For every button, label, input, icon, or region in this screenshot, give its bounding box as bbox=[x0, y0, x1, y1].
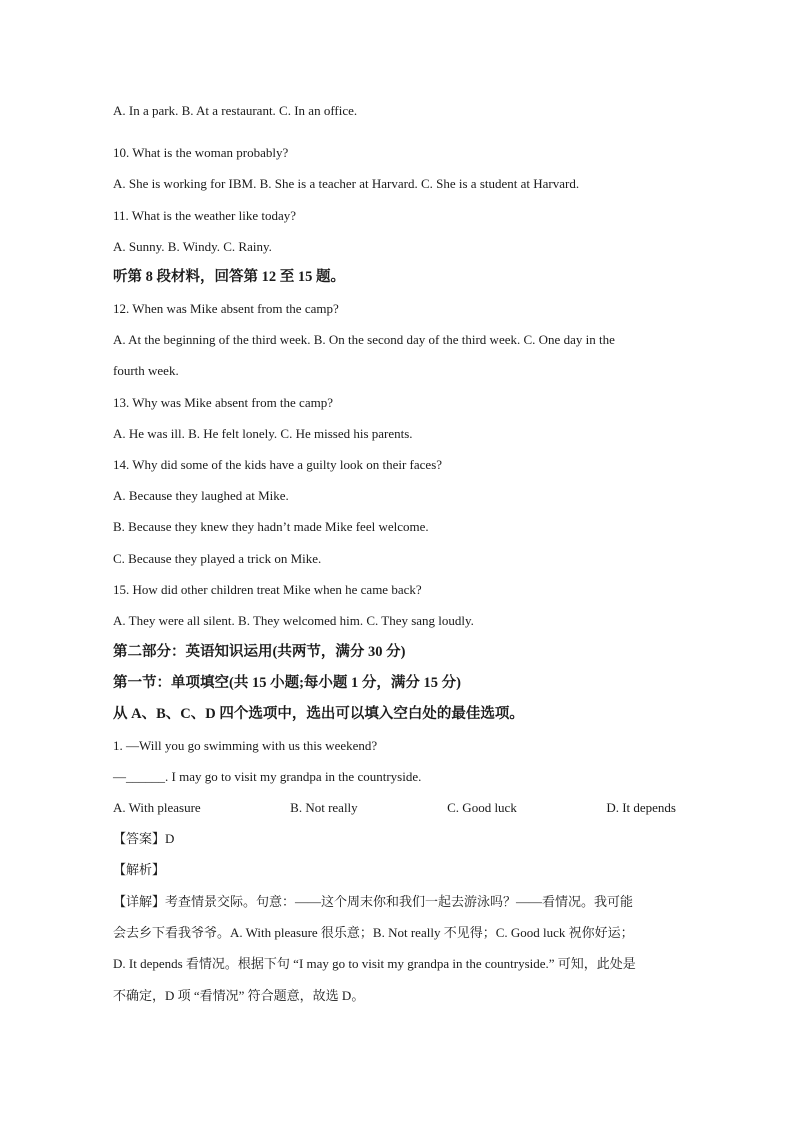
detail-line-4: 不确定，D 项 “看情况” 符合题意，故选 D。 bbox=[113, 988, 365, 1003]
p2q1-options bbox=[113, 799, 676, 817]
q10-question: 10. What is the woman probably? bbox=[113, 145, 289, 160]
q15-options: A. They were all silent. B. They welcomed him. C. They sang loudly. bbox=[113, 613, 474, 628]
q14-option-a: A. Because they laughed at Mike. bbox=[113, 488, 289, 503]
q14-option-b: B. Because they knew they hadn’t made Mike feel welcome. bbox=[113, 519, 429, 534]
q12-options-line2: fourth week. bbox=[113, 363, 179, 378]
q12-question: 12. When was Mike absent from the camp? bbox=[113, 301, 339, 316]
p2q1-option-b: B. Not really bbox=[290, 800, 358, 815]
q11-options: A. Sunny. B. Windy. C. Rainy. bbox=[113, 239, 272, 254]
q10-options: A. She is working for IBM. B. She is a teacher at Harvard. C. She is a student at Harvard. bbox=[113, 176, 580, 191]
p2q1-option-c: C. Good luck bbox=[447, 800, 517, 815]
analysis-label: 【解析】 bbox=[113, 862, 166, 877]
q12-options-line1: A. At the beginning of the third week. B. On the second day of the third week. C. One day in the bbox=[113, 332, 615, 347]
q14-option-c: C. Because they played a trick on Mike. bbox=[113, 551, 322, 566]
p2q1-reply: —______. I may go to visit my grandpa in the countryside. bbox=[113, 769, 422, 784]
p2q1-question: 1. —Will you go swimming with us this weekend? bbox=[113, 738, 378, 753]
q9-options: A. In a park. B. At a restaurant. C. In an office. bbox=[113, 103, 358, 118]
detail-line-2: 会去乡下看我爷爷。A. With pleasure 很乐意；B. Not really 不见得；C. Good luck 祝你好运； bbox=[113, 925, 634, 940]
section8-header: 听第 8 段材料，回答第 12 至 15 题。 bbox=[113, 269, 345, 285]
answer: 【答案】D bbox=[113, 831, 175, 846]
detail-line-3: D. It depends 看情况。根据下句 “I may go to visit my grandpa in the countryside.” 可知，此处是 bbox=[113, 956, 636, 971]
q13-options: A. He was ill. B. He felt lonely. C. He missed his parents. bbox=[113, 426, 413, 441]
q11-question: 11. What is the weather like today? bbox=[113, 208, 297, 223]
part2-header: 第二部分：英语知识运用(共两节，满分 30 分) bbox=[113, 644, 406, 660]
q14-question: 14. Why did some of the kids have a guilty look on their faces? bbox=[113, 457, 443, 472]
instruction: 从 A、B、C、D 四个选项中，选出可以填入空白处的最佳选项。 bbox=[113, 706, 524, 722]
p2q1-option-a: A. With pleasure bbox=[113, 800, 201, 815]
detail-line-1: 【详解】考查情景交际。句意：——这个周末你和我们一起去游泳吗？——看情况。我可能 bbox=[113, 894, 634, 909]
p2q1-option-d: D. It depends bbox=[606, 800, 676, 815]
q15-question: 15. How did other children treat Mike when he came back? bbox=[113, 582, 422, 597]
section1-header: 第一节：单项填空(共 15 小题;每小题 1 分，满分 15 分) bbox=[113, 675, 461, 691]
q13-question: 13. Why was Mike absent from the camp? bbox=[113, 395, 333, 410]
